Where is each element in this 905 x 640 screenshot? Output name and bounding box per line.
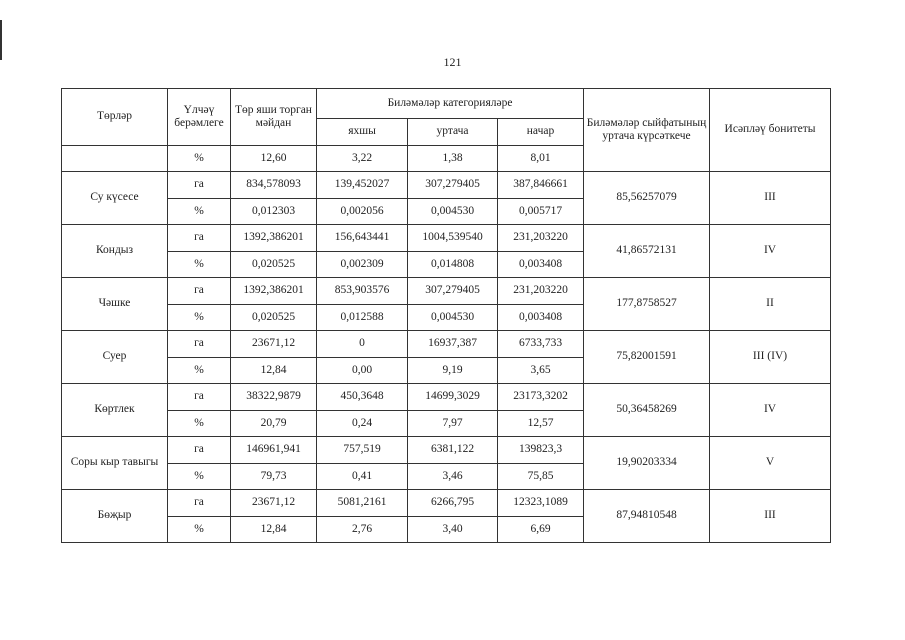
good-cell: 5081,2161 (317, 490, 408, 517)
avg-quality-cell: 85,56257079 (584, 172, 710, 225)
avg-quality-cell: 87,94810548 (584, 490, 710, 543)
area-cell: 12,84 (231, 357, 317, 384)
header-medium: уртача (408, 119, 498, 146)
poor-cell: 75,85 (498, 463, 584, 490)
good-cell: 156,643441 (317, 225, 408, 252)
header-poor: начар (498, 119, 584, 146)
poor-cell: 231,203220 (498, 278, 584, 305)
poor-cell: 0,005717 (498, 198, 584, 225)
poor-cell: 12323,1089 (498, 490, 584, 517)
good-cell: 0,012588 (317, 304, 408, 331)
medium-cell: 9,19 (408, 357, 498, 384)
avg-quality-cell: 177,8758527 (584, 278, 710, 331)
avg-quality-cell: 50,36458269 (584, 384, 710, 437)
area-cell: 38322,9879 (231, 384, 317, 411)
good-cell: 0,00 (317, 357, 408, 384)
unit-cell: га (168, 331, 231, 358)
poor-cell: 6733,733 (498, 331, 584, 358)
header-row-1 (62, 89, 831, 119)
good-cell: 757,519 (317, 437, 408, 464)
species-name: Су күсесе (62, 172, 168, 225)
medium-cell: 6266,795 (408, 490, 498, 517)
summary-poor: 8,01 (498, 146, 584, 172)
area-cell: 0,020525 (231, 251, 317, 278)
area-cell: 20,79 (231, 410, 317, 437)
unit-cell: % (168, 357, 231, 384)
medium-cell: 3,40 (408, 516, 498, 543)
species-name: Кондыз (62, 225, 168, 278)
good-cell: 0 (317, 331, 408, 358)
unit-cell: га (168, 384, 231, 411)
table-row (62, 172, 831, 199)
bonitet-cell: III (710, 490, 831, 543)
medium-cell: 16937,387 (408, 331, 498, 358)
table-body (62, 89, 831, 543)
good-cell: 2,76 (317, 516, 408, 543)
poor-cell: 0,003408 (498, 304, 584, 331)
area-cell: 79,73 (231, 463, 317, 490)
avg-quality-cell: 41,86572131 (584, 225, 710, 278)
unit-cell: га (168, 437, 231, 464)
unit-cell: % (168, 304, 231, 331)
area-cell: 834,578093 (231, 172, 317, 199)
area-cell: 0,012303 (231, 198, 317, 225)
header-avg-quality: Биләмәләр сыйфатының уртача күрсәткече (584, 89, 710, 172)
good-cell: 0,002056 (317, 198, 408, 225)
avg-quality-cell: 75,82001591 (584, 331, 710, 384)
medium-cell: 3,46 (408, 463, 498, 490)
unit-cell: га (168, 225, 231, 252)
bonitet-cell: IV (710, 225, 831, 278)
unit-cell: % (168, 463, 231, 490)
good-cell: 0,41 (317, 463, 408, 490)
table-row (62, 278, 831, 305)
summary-area: 12,60 (231, 146, 317, 172)
table-row (62, 225, 831, 252)
good-cell: 0,24 (317, 410, 408, 437)
poor-cell: 0,003408 (498, 251, 584, 278)
medium-cell: 14699,3029 (408, 384, 498, 411)
header-share: Үлчәү берәмлеге (168, 89, 231, 146)
medium-cell: 6381,122 (408, 437, 498, 464)
species-name: Чәшке (62, 278, 168, 331)
data-table (61, 88, 831, 543)
table-row (62, 331, 831, 358)
medium-cell: 0,004530 (408, 198, 498, 225)
poor-cell: 231,203220 (498, 225, 584, 252)
poor-cell: 23173,3202 (498, 384, 584, 411)
summary-empty (62, 146, 168, 172)
header-good: яхшы (317, 119, 408, 146)
good-cell: 853,903576 (317, 278, 408, 305)
avg-quality-cell: 19,90203334 (584, 437, 710, 490)
table-row (62, 437, 831, 464)
header-categories: Биләмәләр категорияләре (317, 89, 584, 119)
bonitet-cell: III (710, 172, 831, 225)
medium-cell: 7,97 (408, 410, 498, 437)
table-row (62, 490, 831, 517)
bonitet-cell: III (IV) (710, 331, 831, 384)
area-cell: 12,84 (231, 516, 317, 543)
good-cell: 139,452027 (317, 172, 408, 199)
medium-cell: 0,004530 (408, 304, 498, 331)
good-cell: 450,3648 (317, 384, 408, 411)
margin-mark (0, 20, 2, 60)
medium-cell: 1004,539540 (408, 225, 498, 252)
area-cell: 1392,386201 (231, 278, 317, 305)
good-cell: 0,002309 (317, 251, 408, 278)
unit-cell: % (168, 251, 231, 278)
poor-cell: 12,57 (498, 410, 584, 437)
area-cell: 146961,941 (231, 437, 317, 464)
table-row (62, 384, 831, 411)
unit-cell: га (168, 172, 231, 199)
bonitet-cell: II (710, 278, 831, 331)
unit-cell: % (168, 410, 231, 437)
poor-cell: 387,846661 (498, 172, 584, 199)
area-cell: 23671,12 (231, 331, 317, 358)
header-bonitet: Исәпләү бонитеты (710, 89, 831, 172)
species-name: Соры кыр тавыгы (62, 437, 168, 490)
medium-cell: 0,014808 (408, 251, 498, 278)
unit-cell: га (168, 490, 231, 517)
unit-cell: % (168, 198, 231, 225)
species-name: Көртлек (62, 384, 168, 437)
medium-cell: 307,279405 (408, 278, 498, 305)
species-name: Суер (62, 331, 168, 384)
area-cell: 0,020525 (231, 304, 317, 331)
header-type: Төрләр (62, 89, 168, 146)
summary-medium: 1,38 (408, 146, 498, 172)
poor-cell: 6,69 (498, 516, 584, 543)
species-name: Бөҗыр (62, 490, 168, 543)
unit-cell: % (168, 516, 231, 543)
poor-cell: 3,65 (498, 357, 584, 384)
summary-good: 3,22 (317, 146, 408, 172)
area-cell: 23671,12 (231, 490, 317, 517)
summary-unit: % (168, 146, 231, 172)
area-cell: 1392,386201 (231, 225, 317, 252)
medium-cell: 307,279405 (408, 172, 498, 199)
bonitet-cell: IV (710, 384, 831, 437)
poor-cell: 139823,3 (498, 437, 584, 464)
unit-cell: га (168, 278, 231, 305)
header-area: Төр яши торган мәйдан (231, 89, 317, 146)
bonitet-cell: V (710, 437, 831, 490)
page-number: 121 (443, 55, 462, 69)
